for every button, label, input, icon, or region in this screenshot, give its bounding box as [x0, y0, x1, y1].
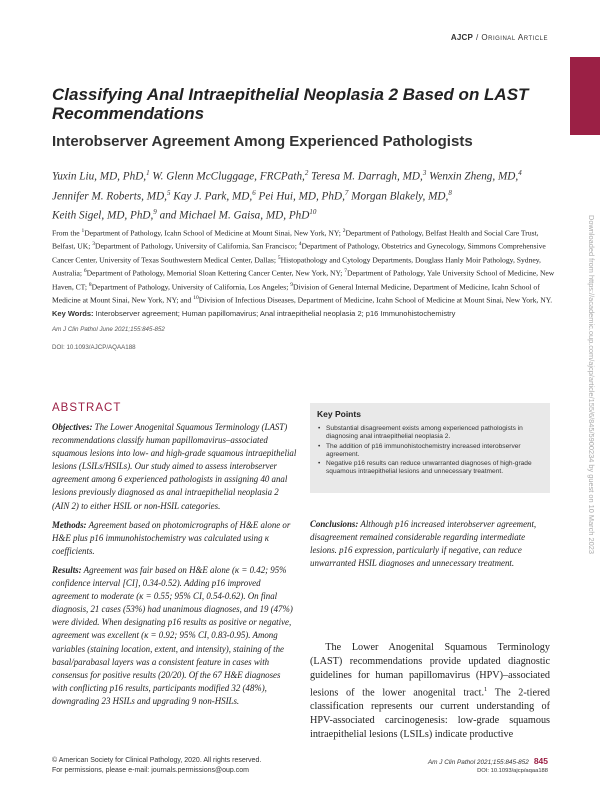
key-points-heading: Key Points	[317, 409, 361, 419]
article-section: Original Article	[481, 33, 548, 42]
author: Yuxin Liu, MD, PhD,	[52, 170, 147, 183]
affiliation-number: 6	[83, 268, 87, 275]
author-affiliation-ref: 6	[252, 188, 256, 197]
footer-copyright-block	[52, 756, 261, 776]
author-affiliation-ref: 4	[518, 169, 522, 177]
download-watermark: Downloaded from https://academic.oup.com/ajcp/article/155/6/845/5900234 by guest on 10 March 2023	[587, 215, 596, 554]
author-affiliation-ref: 9	[153, 208, 157, 217]
author: and Michael M. Gaisa, MD, PhD	[159, 210, 310, 223]
affiliations	[52, 226, 557, 307]
affiliation-number: 1	[81, 228, 85, 234]
abstract-heading: ABSTRACT	[52, 402, 122, 414]
reference-marker: 1	[484, 686, 488, 693]
author-affiliation-ref: 7	[344, 188, 349, 197]
results-label: Results:	[52, 564, 82, 575]
author: Keith Sigel, MD, PhD,	[52, 210, 154, 223]
key-points-box	[310, 403, 550, 493]
abstract-conclusions	[310, 518, 550, 570]
article-title: Classifying Anal Intraepithelial Neoplasia 2 Based on LAST Recommendations	[52, 85, 529, 123]
abstract-methods	[52, 519, 297, 558]
affiliation-number: 3	[92, 241, 96, 248]
key-point-item: • Negative p16 results can reduce unwarranted diagnoses of high-grade squamous intraepithelial lesions and unnecessary treatment.	[317, 460, 545, 477]
abstract-objectives	[52, 421, 297, 513]
intro-text-continued: The 2-tiered classification represents our current understanding of HPV-associated carcinogenesis: low-grade squamous intraepithelial lesions (LSILs) indicate productive	[310, 687, 550, 741]
author-affiliation-ref: 8	[448, 188, 452, 197]
affiliation-number: 2	[342, 228, 346, 234]
footer-doi: DOI: 10.1093/ajcp/aqaa188	[477, 768, 548, 774]
affiliation-text: Department of Pathology, Obstetrics and Gynecology, Simmons Comprehensive Cancer Center, University of Texas Southwestern Medical Center, Dallas;	[52, 241, 546, 265]
journal-name: AJCP	[450, 33, 473, 42]
affiliation-text: Department of Pathology, University of California, San Francisco;	[95, 241, 299, 251]
doi-line: DOI: 10.1093/AJCP/AQAA188	[52, 344, 136, 351]
author: Morgan Blakely, MD,	[351, 190, 449, 203]
affiliation-number: 7	[344, 268, 348, 275]
affiliation-text: Department of Pathology, Belfast Health and Social Care Trust, Belfast, UK;	[52, 228, 539, 251]
footer-citation-text: Am J Clin Pathol 2021;155:845-852	[427, 759, 529, 766]
author-affiliation-ref: 2	[304, 169, 309, 177]
author: Wenxin Zheng, MD,	[429, 170, 519, 183]
affiliation-text: Department of Pathology, University of California, Los Angeles;	[91, 282, 291, 292]
introduction-paragraph	[310, 641, 550, 742]
author-affiliation-ref: 1	[146, 169, 150, 177]
citation-line: Am J Clin Pathol June 2021;155:845-852	[52, 326, 165, 333]
affiliation-number: 4	[298, 241, 302, 248]
page-number: 845	[533, 756, 548, 766]
affiliation-text: Department of Pathology, Yale University School of Medicine, New Haven, CT;	[52, 268, 555, 292]
running-header	[451, 33, 548, 42]
abstract-results	[52, 564, 297, 708]
conclusions-label: Conclusions:	[310, 519, 359, 529]
affiliation-text: Department of Pathology, Icahn School of Medicine at Mount Sinai, New York, NY;	[84, 228, 343, 238]
key-point-item: • Substantial disagreement exists among experienced pathologists in diagnosing anal intraepithelial neoplasia 2.	[317, 425, 545, 442]
author-affiliation-ref: 3	[422, 169, 427, 177]
affiliations-prefix: From the	[52, 228, 82, 238]
copyright-notice: © American Society for Clinical Pathology, 2020. All rights reserved.	[52, 757, 262, 764]
affiliation-text: Histopathology and Cytology Departments, Douglass Hanly Moir Pathology, Sydney, Australia;	[52, 255, 541, 278]
affiliation-number: 8	[88, 281, 92, 288]
author: Kay J. Park, MD,	[173, 190, 253, 203]
affiliation-number: 9	[290, 281, 294, 288]
key-points-list	[317, 425, 545, 478]
author-list	[52, 165, 562, 224]
affiliation-text: Division of Infectious Diseases, Department of Medicine, Icahn School of Medicine at Mount Sinai, New York, NY.	[198, 295, 553, 305]
methods-text: Agreement based on photomicrographs of H&E alone or H&E plus p16 immunohistochemistry was calculated using κ coefficients.	[52, 519, 291, 556]
intro-text: The Lower Anogenital Squamous Terminology (LAST) recommendations provide updated diagnostic guidelines for human papillomavirus (HPV)–associated lesions of the lower anogenital tract.	[310, 642, 550, 699]
author: Jennifer M. Roberts, MD,	[52, 190, 167, 203]
affiliation-text: Division of General Internal Medicine, Department of Medicine, Icahn School of Medicine at Mount Sinai, New York, NY; and	[52, 282, 540, 305]
article-subtitle: Interobserver Agreement Among Experienced Pathologists	[52, 133, 473, 150]
abstract-body	[52, 421, 297, 714]
header-separator: /	[475, 33, 479, 42]
section-color-tab	[570, 57, 600, 135]
keywords-label: Key Words:	[52, 309, 94, 318]
affiliation-text: Department of Pathology, Memorial Sloan Kettering Cancer Center, New York, NY;	[86, 268, 345, 278]
author-affiliation-ref: 5	[166, 188, 171, 197]
footer-citation-block	[428, 756, 548, 774]
affiliation-number: 10	[193, 295, 199, 302]
objectives-label: Objectives:	[52, 422, 93, 432]
keywords	[52, 309, 557, 318]
methods-label: Methods:	[52, 519, 87, 530]
conclusions-text: Although p16 increased interobserver agreement, disagreement remained considerable regarding intermediate lesions. p16 expression, particularly if negative, can reduce unwarranted HSIL diagnoses and unnecessary treatment.	[310, 519, 537, 569]
results-text: Agreement was fair based on H&E alone (κ = 0.42; 95% confidence interval [CI], 0.34-0.52). Adding p16 improved agreement to moderate (κ = 0.55; 95% CI, 0.54-0.62). On final diagnosis, 21 cases (53%) had unanimous diagnoses, and 19 (47%) were divided. When designating p16 results as positive or negative, agreement was excellent (κ = 0.92; 95% CI, 0.83-0.95). Among variables (staining location, extent, and intensity), staining of the basal/parabasal layers was a consistent feature in cases with consensus for positive results (20/20). Of the 67 H&E diagnoses with conflicting p16 results, participants modified 32 (48%), downgrading 23 HSILs and upgrading 9 non-HSILs.	[52, 564, 293, 706]
permissions-notice: For permissions, please e-mail: journals.permissions@oup.com	[52, 767, 249, 774]
author-affiliation-ref: 10	[309, 208, 317, 217]
key-point-item: • The addition of p16 immunohistochemistry increased interobserver agreement.	[317, 443, 545, 460]
keywords-text: Interobserver agreement; Human papillomavirus; Anal intraepithelial neoplasia 2; p16 Immunohistochemistry	[93, 309, 456, 318]
author: Pei Hui, MD, PhD,	[258, 190, 345, 203]
author: Teresa M. Darragh, MD,	[311, 170, 423, 183]
footer-citation	[428, 756, 548, 766]
affiliation-number: 5	[277, 254, 281, 261]
objectives-text: The Lower Anogenital Squamous Terminology (LAST) recommendations classify human papillomavirus–associated squamous lesions into low- and high-grade squamous intraepithelial lesions (LSILs/HSILs). Our study aimed to assess interobserver agreement among 6 experienced pathologists in assigning 40 anal lesions previously diagnosed as anal intraepithelial neoplasia 2 (AIN 2) to either HSIL or non-HSIL categories.	[52, 422, 297, 511]
author: W. Glenn McCluggage, FRCPath,	[152, 170, 305, 183]
